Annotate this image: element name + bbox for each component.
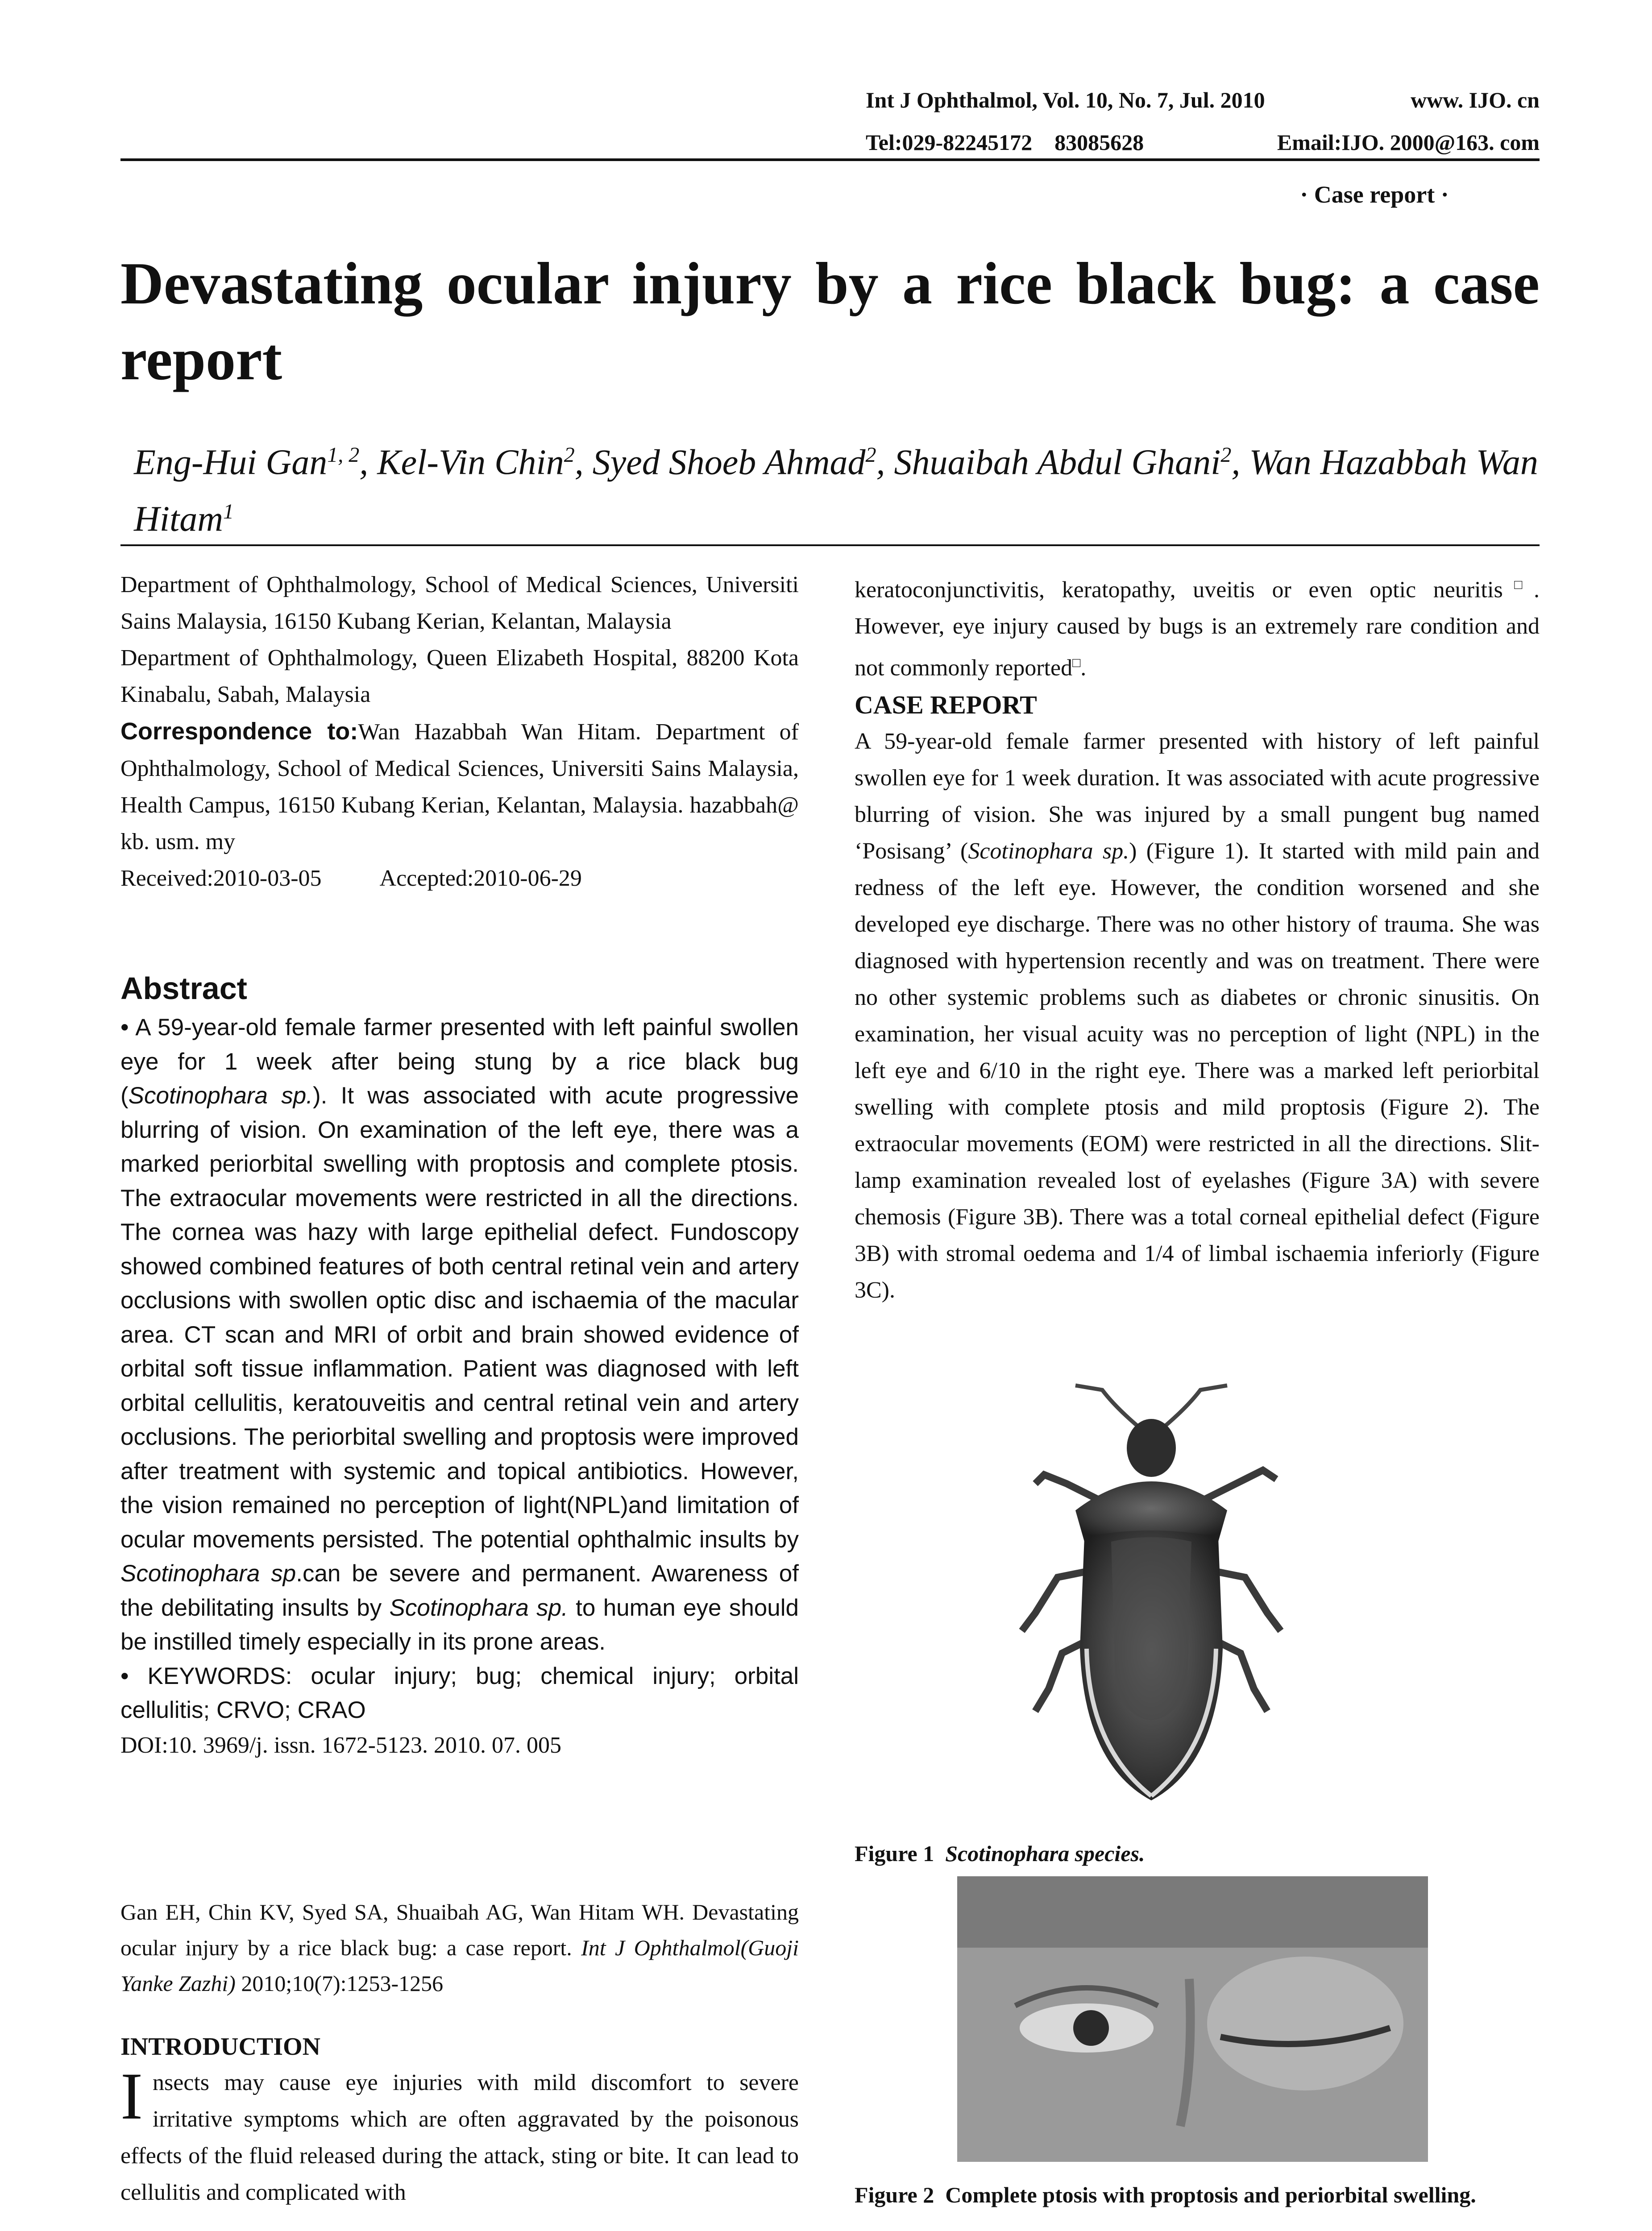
doi: DOI:10. 3969/j. issn. 1672-5123. 2010. 07. 005 <box>120 1732 561 1758</box>
figure-1-caption <box>855 1841 1145 1866</box>
abstract-heading: Abstract <box>120 971 247 1006</box>
correspondence <box>120 713 799 860</box>
affiliations <box>120 567 799 897</box>
journal-header <box>866 87 1540 113</box>
introduction-text: keratoconjunctivitis, keratopathy, uveitis or even optic neuritis <box>855 577 1503 603</box>
author-name: Syed Shoeb Ahmad <box>592 443 866 482</box>
journal-website: www. IJO. cn <box>1411 87 1540 112</box>
species-name: Scotinophara sp. <box>389 1594 568 1621</box>
journal-contact <box>866 129 1540 155</box>
figure-label: Figure 1 <box>855 1841 934 1866</box>
header-rule <box>120 158 1540 161</box>
author-list: Eng-Hui Gan$^{1, 2}$, Kel-Vin Chin$^2$, Syed Shoeb Ahmad$^2$, Shuaibah Abdul Ghani$^2$, Wan Hazabbah Wan Hitam$^1$ <box>134 443 1538 539</box>
abstract-text: .can be severe and permanent. Awareness of the debilitating insults by <box>120 1560 799 1621</box>
affiliation-1: Department of Ophthalmology, School of Medical Sciences, Universiti Sains Malaysia, 16150 Kubang Kerian, Kelantan, Malaysia <box>120 572 799 634</box>
abstract-body <box>120 1011 799 1728</box>
introduction-continued: keratoconjunctivitis, keratopathy, uveitis or even optic neuritis□. However, eye injury caused by bugs is an extremely rare condition and not commonly reported□. <box>855 577 1540 681</box>
citation <box>120 1894 799 2001</box>
correspondence-label: Correspondence to: <box>120 718 358 745</box>
author-affiliation: 1, 2 <box>327 443 360 467</box>
case-report-heading: CASE REPORT <box>855 690 1037 719</box>
journal-email: Email:IJO. 2000@163. com <box>1277 130 1540 155</box>
figure-caption-text: Complete ptosis with proptosis and periorbital swelling. <box>945 2182 1476 2207</box>
correspondence-text: Wan Hazabbah Wan Hitam. Department of Ophthalmology, School of Medical Sciences, Universiti Sains Malaysia, Health Campus, 16150 Kubang Kerian, Kelantan, Malaysia. hazabbah@ kb. usm. my <box>120 719 799 854</box>
author-name: Shuaibah Abdul Ghani <box>894 443 1221 482</box>
figure-label: Figure 2 <box>855 2182 934 2207</box>
author-name: Eng-Hui Gan <box>134 443 328 482</box>
figure-caption-text: Scotinophara species. <box>945 1841 1145 1866</box>
introduction-text: . However, eye injury caused by bugs is an extremely rare condition and not commonly reported <box>855 577 1540 681</box>
citation-text: Gan EH, Chin KV, Syed SA, Shuaibah AG, Wan Hitam WH. Devastating ocular injury by a rice black bug: a case report. <box>120 1899 799 1960</box>
species-name: Scotinophara sp <box>120 1560 296 1587</box>
section-label: · Case report · <box>1300 181 1449 208</box>
journal-citation: Int J Ophthalmol, Vol. 10, No. 7, Jul. 2010 <box>866 87 1265 112</box>
keywords: • KEYWORDS: ocular injury; bug; chemical injury; orbital cellulitis; CRVO; CRAO <box>120 1663 799 1723</box>
abstract-text: to human eye should be instilled timely especially in its prone areas. <box>120 1594 799 1655</box>
abstract-text: • A 59-year-old female farmer presented with left painful swollen eye for 1 week after being stung by a rice black bug ( <box>120 1014 799 1109</box>
citation-journal: Int J Ophthalmol(Guoji Yanke Zazhi) <box>120 1935 799 1996</box>
figure-2-caption <box>855 2177 1540 2212</box>
right-column-text <box>855 567 1540 1309</box>
author-name: Wan Hazabbah Wan Hitam <box>134 443 1538 539</box>
patient-face-image <box>957 1876 1428 2162</box>
introduction-section <box>120 2032 799 2211</box>
author-affiliation: 2 <box>1220 443 1232 467</box>
author-affiliation: 2 <box>564 443 575 467</box>
case-report-body <box>855 723 1540 1309</box>
abstract-section <box>120 970 799 1763</box>
author-name: Kel-Vin Chin <box>377 443 564 482</box>
drop-cap: I <box>120 2059 143 2133</box>
author-rule <box>120 544 1540 546</box>
author-affiliation: 2 <box>865 443 876 467</box>
species-name: Scotinophara sp. <box>128 1082 313 1109</box>
introduction-text: nsects may cause eye injuries with mild discomfort to severe irritative symptoms which are often aggravated by the poisonous effects of the fluid released during the attack, sting or bite. It can lead to cellulitis and complicated with <box>120 2070 799 2205</box>
journal-tel: Tel:029-82245172 83085628 <box>866 130 1144 155</box>
author-affiliation: 1 <box>223 499 234 523</box>
figure-2-eye-photo <box>957 1876 1428 2162</box>
citation-tail: 2010;10(7):1253-1256 <box>235 1971 444 1996</box>
introduction-body <box>120 2059 799 2211</box>
abstract-text: ). It was associated with acute progressive blurring of vision. On examination of the left eye, there was a marked periorbital swelling with proptosis and complete ptosis. The extraocular movements were restricted in all the directions. The cornea was hazy with large epithelial defect. Fundoscopy showed combined features of both central retinal vein and artery occlusions with swollen optic disc and ischaemia of the macular area. CT scan and MRI of orbit and brain showed evidence of orbital soft tissue inflammation. Patient was diagnosed with left orbital cellulitis, keratouveitis and central retinal vein and artery occlusions. The periorbital swelling and proptosis were improved after treatment with systemic and topical antibiotics. However, the vision remained no perception of light(NPL)and limitation of ocular movements persisted. The potential ophthalmic insults by <box>120 1082 799 1553</box>
received-date: Received:2010-03-05 <box>120 866 322 891</box>
figure-1-bug-image <box>1009 1381 1294 1809</box>
accepted-date: Accepted:2010-06-29 <box>379 866 582 891</box>
introduction-heading: INTRODUCTION <box>120 2033 321 2061</box>
introduction-text: . <box>1080 655 1087 681</box>
paper-title: Devastating ocular injury by a rice black bug: a case report <box>120 250 1540 392</box>
case-text: A 59-year-old female farmer presented with history of left painful swollen eye for 1 week duration. It was associated with acute progressive blurring of vision. She was injured by a small pungent bug named ‘Posisang’ ( <box>855 728 1540 864</box>
species-name: Scotinophara sp. <box>968 838 1129 864</box>
affiliation-2: Department of Ophthalmology, Queen Elizabeth Hospital, 88200 Kota Kinabalu, Sabah, Malaysia <box>120 645 799 707</box>
dates <box>120 860 799 897</box>
case-text: ) (Figure 1). It started with mild pain and redness of the left eye. However, the condition worsened and she developed eye discharge. There was no other history of trauma. She was diagnosed with hypertension recently and was on treatment. There were no other systemic problems such as diabetes or chronic sinusitis. On examination, her visual acuity was no perception of light (NPL) in the left eye and 6/10 in the right eye. There was a marked left periorbital swelling with complete ptosis and mild proptosis (Figure 2). The extraocular movements (EOM) were restricted in all the directions. Slit-lamp examination revealed lost of eyelashes (Figure 3A) with severe chemosis (Figure 3B). There was a total corneal epithelial defect (Figure 3B) with stromal oedema and 1/4 of limbal ischaemia inferiorly (Figure 3C). <box>855 838 1540 1303</box>
